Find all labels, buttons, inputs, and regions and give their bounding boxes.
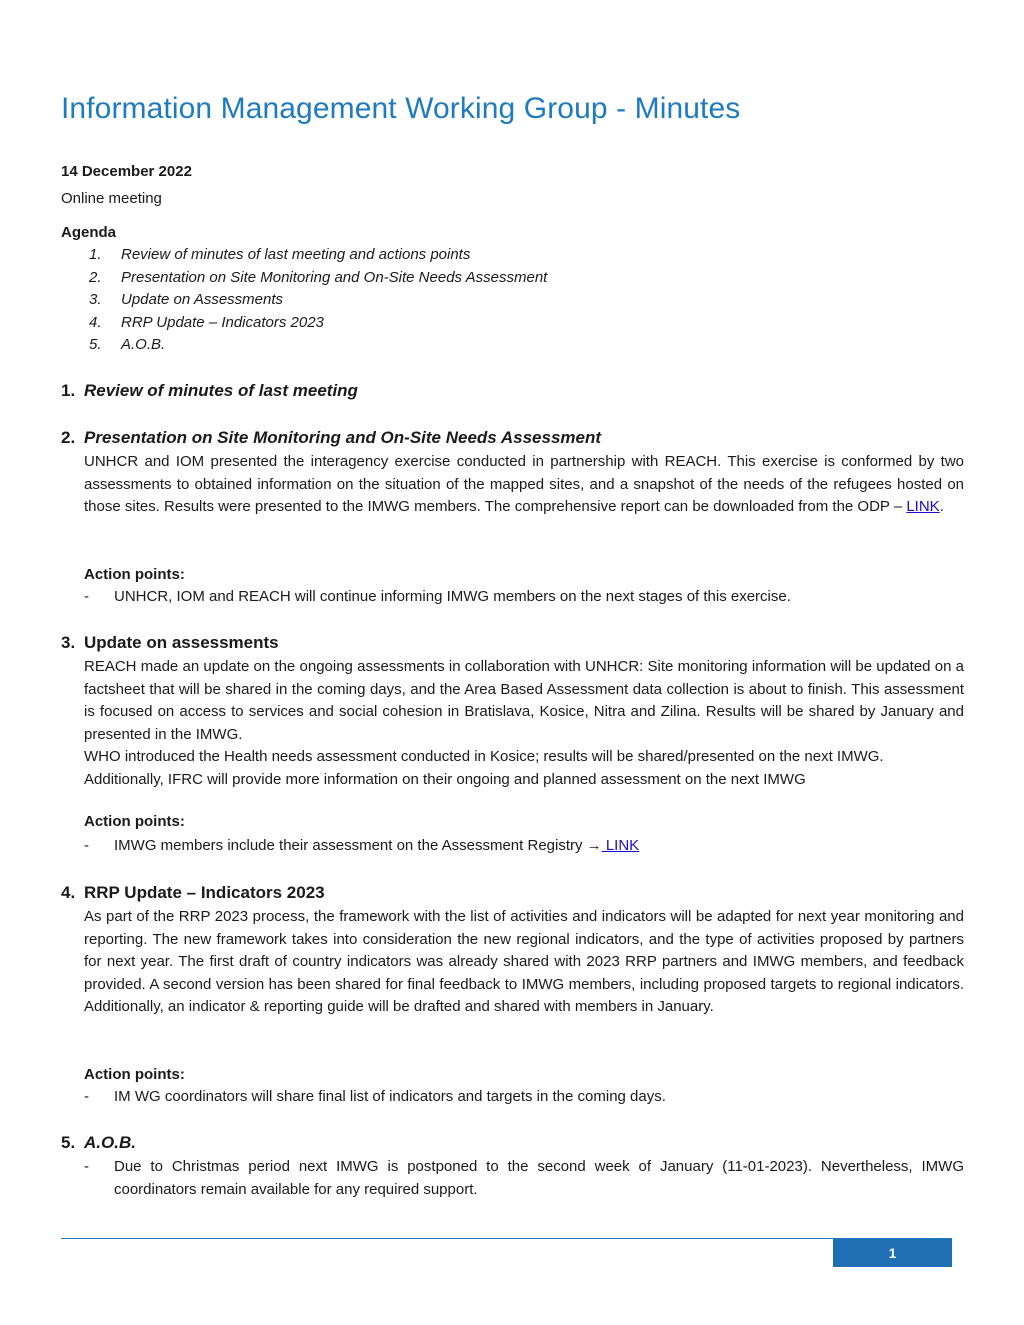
agenda-item: [89, 314, 547, 337]
agenda-item-text: Review of minutes of last meeting and actions points: [121, 246, 471, 263]
section-title: Update on assessments: [84, 633, 279, 652]
meeting-type: Online meeting: [61, 190, 162, 207]
agenda-item-text: Presentation on Site Monitoring and On-Site Needs Assessment: [121, 268, 548, 286]
agenda-item: [89, 336, 547, 359]
agenda-item: [89, 246, 547, 269]
action-point-item: [84, 586, 964, 609]
action-point-item: [84, 1086, 964, 1109]
agenda-item: [89, 269, 547, 292]
section-2-heading: [61, 428, 601, 448]
agenda-item-text: Update on Assessments: [121, 291, 284, 308]
section-3-heading: [61, 633, 279, 653]
section-3-paragraph: WHO introduced the Health needs assessment conducted in Kosice; results will be shared/presented on the next IMWG. Additionally, IFRC will provide more information on their ongoing and planned assessment on the next IMWG: [84, 748, 884, 788]
section-4-body: As part of the RRP 2023 process, the framework with the list of activities and indicators will be adapted for next year monitoring and reporting. The new framework takes into consideration the new regional indicators, and the type of activities proposed by partners for next year. The first draft of country indicators was already shared with 2023 RRP partners and IMWG members, and feedback provided. A second version has been shared for final feedback to IMWG members, including proposed targets to regional indicators. Additionally, an indicator & reporting guide will be drafted and shared with members in January.: [84, 908, 964, 1015]
meeting-date: 14 December 2022: [61, 163, 192, 180]
section-title: RRP Update – Indicators 2023: [84, 883, 325, 902]
action-point-text: IM WG coordinators will share final list of indicators and targets in the coming days.: [114, 1088, 666, 1105]
section-2-action-heading: Action points:: [84, 566, 185, 583]
section-3-body: [84, 656, 964, 791]
action-point-text: UNHCR, IOM and REACH will continue informing IMWG members on the next stages of this exercise.: [114, 588, 791, 605]
section-2-body: [84, 451, 964, 519]
section-title: Presentation on Site Monitoring and On-Site Needs Assessment: [84, 428, 602, 447]
agenda-item-number: 4.: [89, 313, 102, 331]
bullet-dash: -: [84, 1158, 89, 1175]
bullet-dash: -: [84, 588, 89, 605]
section-2-text: UNHCR and IOM presented the interagency exercise conducted in partnership with REACH. This exercise is conformed by two assessments to obtained information on the situation of the mapped sites, and a snapshot of the needs of the refugees hosted on those sites. Results were presented to the IMWG members. The comprehensive report can be downloaded from the ODP –: [84, 453, 964, 515]
footer-divider: [61, 1238, 952, 1239]
agenda-item-number: 1.: [89, 246, 102, 263]
agenda-item-text: RRP Update – Indicators 2023: [121, 313, 324, 331]
section-4-heading: [61, 883, 325, 903]
agenda-list: [89, 246, 547, 359]
aob-item: [84, 1156, 964, 1201]
page-title: Information Management Working Group - Minutes: [61, 92, 741, 125]
assessment-registry-link[interactable]: LINK: [601, 837, 640, 854]
action-point-item: [84, 835, 964, 858]
section-number: 1.: [61, 381, 76, 400]
agenda-item-number: 2.: [89, 268, 102, 286]
agenda-item-number: 5.: [89, 336, 102, 353]
section-1-heading: [61, 381, 358, 401]
agenda-item: [89, 291, 547, 314]
aob-text: Due to Christmas period next IMWG is postponed to the second week of January (11-01-2023). Nevertheless, IMWG coordinators remain available for any required support.: [114, 1158, 964, 1198]
section-4-action-heading: Action points:: [84, 1066, 185, 1083]
section-number: 4.: [61, 883, 76, 902]
arrow-right-icon: →: [586, 837, 602, 854]
bullet-dash: -: [84, 1088, 89, 1105]
section-title: Review of minutes of last meeting: [84, 381, 358, 400]
action-point-text: IMWG members include their assessment on the Assessment Registry: [114, 837, 587, 854]
section-number: 5.: [61, 1133, 76, 1152]
bullet-dash: -: [84, 837, 89, 854]
agenda-item-text: A.O.B.: [121, 336, 166, 353]
action-point-line: [114, 835, 964, 858]
section-title: A.O.B.: [84, 1133, 136, 1152]
section-number: 3.: [61, 633, 76, 652]
section-3-action-heading: Action points:: [84, 813, 185, 830]
section-3-paragraph: REACH made an update on the ongoing assessments in collaboration with UNHCR: Site monitoring information will be updated on a factsheet that will be shared in the coming days, and the Area Based Assessment data collection is about to finish. This assessment is focused on access to services and social cohesion in Bratislava, Kosice, Nitra and Zilina. Results will be shared by January and presented in the IMWG.: [84, 658, 964, 743]
section-2-text-end: .: [939, 498, 944, 515]
odp-report-link[interactable]: LINK: [906, 498, 940, 515]
agenda-heading: Agenda: [61, 224, 117, 241]
agenda-item-number: 3.: [89, 291, 102, 308]
section-5-heading: [61, 1133, 136, 1153]
page-number: 1: [833, 1239, 952, 1267]
section-number: 2.: [61, 428, 76, 447]
